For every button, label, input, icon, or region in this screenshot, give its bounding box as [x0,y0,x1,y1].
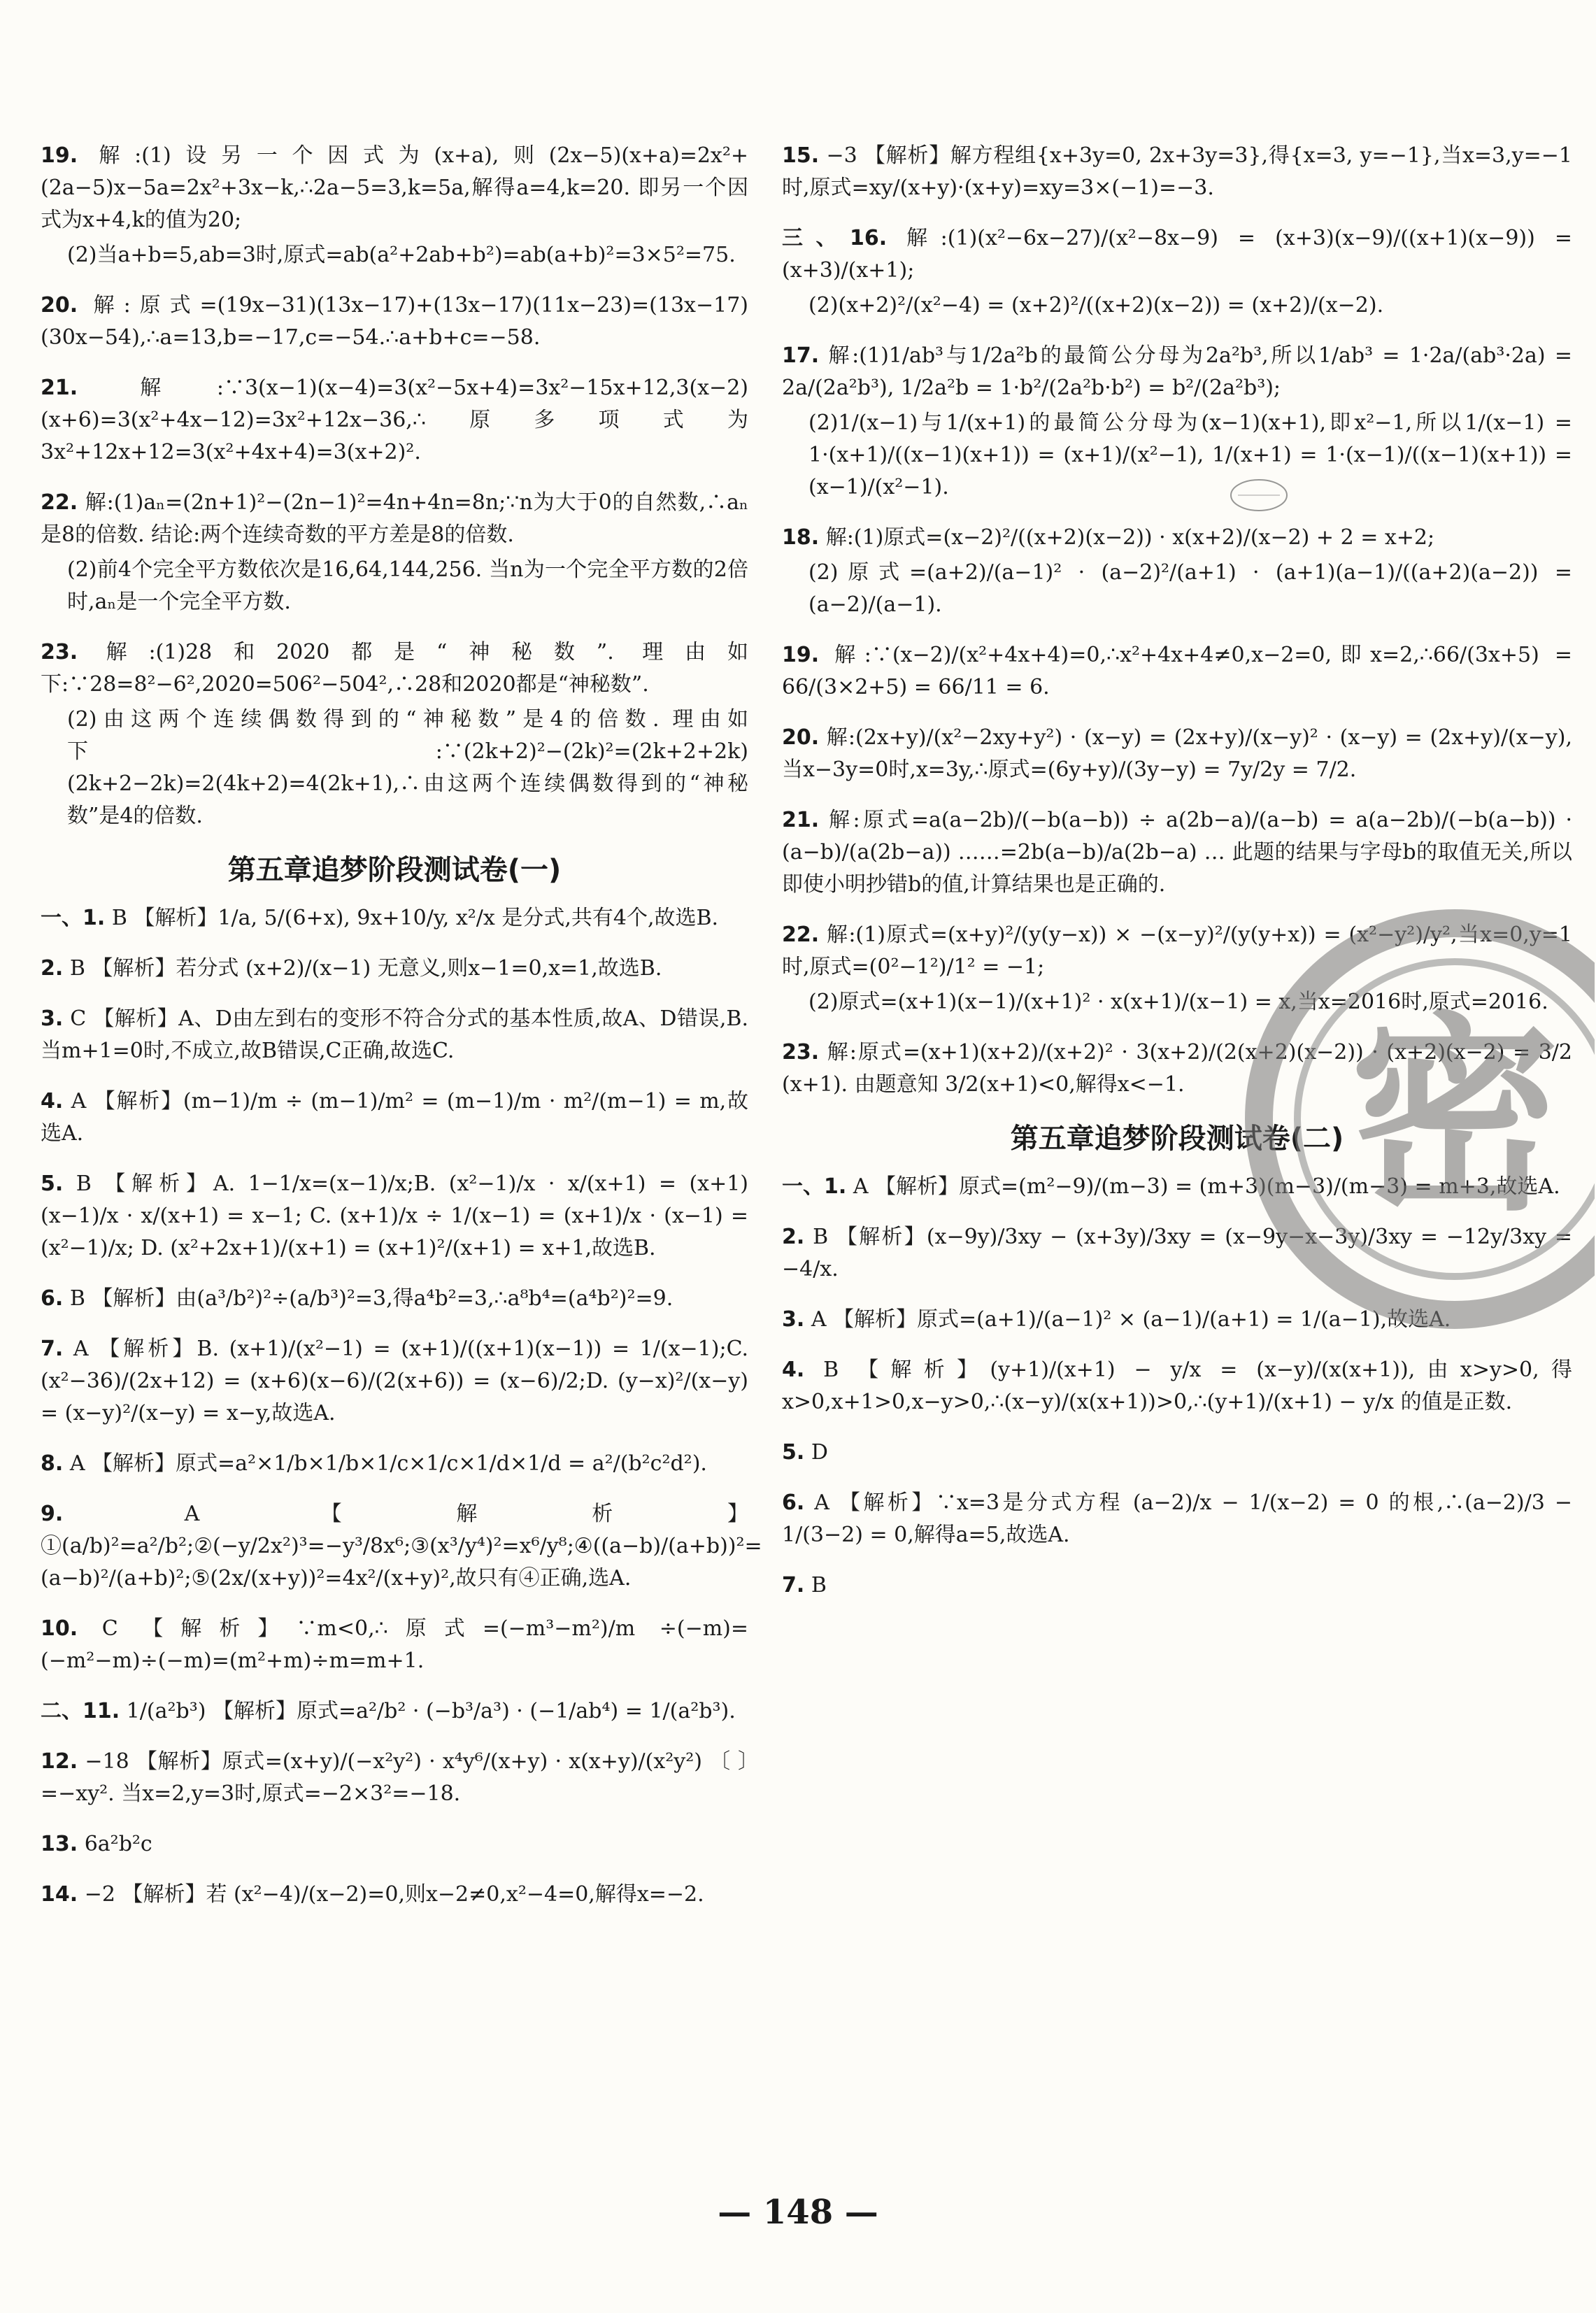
small-stamp-icon [1227,476,1290,515]
answer-line [782,557,1572,621]
answer-line [41,704,748,832]
answer-item [41,372,748,469]
item-text: (2)原式=(x+1)(x−1)/(x+1)² · x(x+1)/(x−1) = x,当x=2016时,原式=2016. [808,990,1548,1014]
answer-item [782,1354,1572,1418]
item-text: 解:(1)(x²−6x−27)/(x²−8x−9) = (x+3)(x−9)/((x+1)(x−9)) = (x+3)/(x+1); [782,226,1572,283]
item-number: 15. [782,143,820,168]
answer-line [41,1879,748,1911]
item-text: (2)1/(x−1)与1/(x+1)的最简公分母为(x−1)(x+1),即x²−1,所以1/(x−1) = 1·(x+1)/((x−1)(x+1)) = (x+1)/(x²−1), 1/(x+1) = 1·(x−1)/((x−1)(x+1)) = (x−1)/(x²−1). [808,411,1572,499]
item-text: A 【解析】原式=(m²−9)/(m−3) = (m+3)(m−3)/(m−3) = m+3,故选A. [853,1174,1560,1199]
answer-line [782,1171,1572,1203]
answer-line [41,372,748,469]
item-number: 一、1. [41,906,106,930]
answer-line [782,222,1572,287]
item-number: 17. [782,343,820,368]
answer-item [41,902,748,934]
answer-item [782,1437,1572,1469]
item-number: 18. [782,525,820,550]
answer-item [782,639,1572,704]
item-number: 一、1. [782,1174,847,1199]
item-number: 20. [41,293,78,318]
item-text: B 【解析】(y+1)/(x+1) − y/x = (x−y)/(x(x+1)),由x>y>0,得x>0,x+1>0,x−y>0,∴(x−y)/(x(x+1))>0,∴(y+1)/(x+1) − y/x 的值是正数. [782,1358,1572,1414]
answer-line [41,953,748,985]
item-text: A 【解析】B. (x+1)/(x²−1) = (x+1)/((x+1)(x−1)) = 1/(x−1);C. (x²−36)/(2x+12) = (x+6)(x−6)/(2(x+6)) = (x−6)/2;D. (y−x)²/(x−y) = (x−y)²/(x−y) = x−y,故选A. [41,1337,748,1425]
item-text: B [811,1573,827,1597]
item-text: 解:∵3(x−1)(x−4)=3(x²−5x+4)=3x²−15x+12,3(x−2)(x+6)=3(x²+4x−12)=3x²+12x−36,∴原多项式为3x²+12x+12=3(x²+4x+4)=3(x+2)². [41,376,748,464]
answer-line [41,636,748,701]
item-number: 6. [782,1490,805,1515]
answer-item [782,804,1572,901]
answer-item [41,1746,748,1810]
item-text: B 【解析】1/a, 5/(6+x), 9x+10/y, x²/x 是分式,共有4个,故选B. [111,906,719,930]
section-title-1: 第五章追梦阶段测试卷(一) [227,854,562,886]
answer-line [41,1003,748,1067]
section-title-2: 第五章追梦阶段测试卷(二) [1010,1123,1344,1155]
answer-item [41,1283,748,1315]
left-items-2 [41,902,762,1911]
item-number: 三、16. [782,226,888,250]
answer-item [782,919,1572,1018]
item-text: C 【解析】∵m<0,∴原式=(−m³−m²)/m ÷(−m)=(−m²−m)÷(−m)=(m²+m)÷m=m+1. [41,1616,748,1673]
answer-line [782,1437,1572,1469]
item-text: D [811,1440,828,1465]
item-text: (2)前4个完全平方数依次是16,64,144,256. 当n为一个完全平方数的2倍时,aₙ是一个完全平方数. [67,557,748,614]
answer-line [41,1333,748,1430]
item-text: 1/(a²b³) 【解析】原式=a²/b² · (−b³/a³) · (−1/ab⁴) = 1/(a²b³). [126,1699,736,1723]
item-number: 5. [782,1440,805,1465]
answer-item [782,1037,1572,1101]
item-text: (2)由这两个连续偶数得到的“神秘数”是4的倍数. 理由如下:∵(2k+2)²−(2k)²=(2k+2+2k)(2k+2−2k)=2(4k+2)=4(2k+1),∴由这两个连续偶数得到的“神秘数”是4的倍数. [67,707,748,828]
answer-line [41,487,748,551]
answer-item [41,140,748,271]
item-number: 9. [41,1502,64,1526]
item-text: C 【解析】A、D由左到右的变形不符合分式的基本性质,故A、D错误,B. 当m+1=0时,不成立,故B错误,C正确,故选C. [41,1006,748,1063]
item-number: 12. [41,1749,78,1774]
answer-item [41,290,748,354]
item-number: 8. [41,1451,64,1476]
answer-item [41,1695,748,1728]
right-column [782,140,1572,1620]
item-text: 解:(1)1/ab³与1/2a²b的最简公分母为2a²b³,所以1/ab³ = 1·2a/(ab³·2a) = 2a/(2a²b³), 1/2a²b = 1·b²/(2a²b·b²) = b²/(2a²b³); [782,343,1572,400]
item-number: 22. [782,923,820,947]
answer-item [41,1879,748,1911]
item-number: 21. [782,808,820,832]
answer-item [782,1487,1572,1551]
item-text: −18 【解析】原式=(x+y)/(−x²y²) · x⁴y⁶/(x+y) · x(x+y)/(x²y²) 〔 〕=−xy². 当x=2,y=3时,原式=−2×3²=−18. [41,1749,748,1806]
item-number: 7. [41,1337,64,1361]
answer-item [41,1333,748,1430]
answer-item [782,1570,1572,1602]
item-number: 2. [41,956,64,981]
item-number: 2. [782,1225,805,1249]
answer-item [782,522,1572,621]
item-text: (2)(x+2)²/(x²−4) = (x+2)²/((x+2)(x−2)) = (x+2)/(x−2). [808,293,1384,318]
item-text: 解:(1)aₙ=(2n+1)²−(2n−1)²=4n+4n=8n;∵n为大于0的自然数,∴aₙ是8的倍数. 结论:两个连续奇数的平方差是8的倍数. [41,490,748,547]
item-number: 23. [41,640,78,664]
seal-char: 密 [1350,995,1560,1239]
item-number: 13. [41,1832,78,1856]
item-text: A 【解析】原式=a²×1/b×1/b×1/c×1/c×1/d×1/d = a²/(b²c²d²). [69,1451,707,1476]
answer-item [41,1448,748,1480]
item-number: 3. [782,1307,805,1332]
item-number: 23. [782,1040,820,1065]
item-number: 二、11. [41,1699,120,1723]
answer-line [782,804,1572,901]
answer-line [782,919,1572,983]
answer-line [782,340,1572,404]
answer-line [41,239,748,271]
item-text: B 【解析】A. 1−1/x=(x−1)/x;B. (x²−1)/x · x/(x+1) = (x+1)(x−1)/x · x/(x+1) = x−1; C. (x+1)/x ÷ 1/(x−1) = (x+1)/x · (x−1) = (x²−1)/x; D. (x²+2x+1)/(x+1) = (x+1)²/(x+1) = x+1,故选B. [41,1172,748,1260]
answer-item [782,140,1572,204]
answer-item [41,1003,748,1067]
answer-line [782,1304,1572,1336]
answer-item [41,1086,748,1150]
item-number: 4. [782,1358,805,1382]
answer-item [782,340,1572,504]
answer-item [782,1304,1572,1336]
right-items-2 [782,1171,1572,1602]
answer-line [782,140,1572,204]
item-text: 解:(1)原式=(x+y)²/(y(y−x)) × −(x−y)²/(y(y+x)) = (x²−y²)/y²,当x=0,y=1时,原式=(0²−1²)/1² = −1; [782,923,1572,979]
answer-line [41,902,748,934]
answer-line [41,1168,748,1265]
answer-item [782,722,1572,786]
answer-item [782,222,1572,322]
item-number: 10. [41,1616,78,1641]
answer-line [41,1086,748,1150]
item-text: 6a²b²c [84,1832,152,1856]
answer-line [41,1283,748,1315]
left-items [41,140,748,832]
item-text: (2)原式=(a+2)/(a−1)² · (a−2)²/(a+1) · (a+1)(a−1)/((a+2)(a−2)) = (a−2)/(a−1). [808,560,1572,617]
answer-line [41,290,748,354]
answer-line [782,986,1572,1018]
item-number: 3. [41,1006,64,1031]
answer-item [41,1828,748,1860]
item-text: (2)当a+b=5,ab=3时,原式=ab(a²+2ab+b²)=ab(a+b)²=3×5²=75. [67,243,736,267]
item-number: 6. [41,1286,64,1311]
item-number: 7. [782,1573,805,1597]
item-text: A 【解析】(m−1)/m ÷ (m−1)/m² = (m−1)/m · m²/(m−1) = m,故选A. [41,1089,748,1146]
answer-line [41,1746,748,1810]
answer-line [41,1448,748,1480]
item-text: 解:(1)原式=(x−2)²/((x+2)(x−2)) · x(x+2)/(x−2) + 2 = x+2; [825,525,1435,550]
answer-item [41,1498,762,1595]
answer-line [782,407,1572,504]
answer-line [41,554,748,618]
answer-item [782,1171,1572,1203]
item-number: 20. [782,725,820,750]
item-text: B 【解析】若分式 (x+2)/(x−1) 无意义,则x−1=0,x=1,故选B. [69,956,662,981]
answer-line [782,1221,1572,1286]
item-text: B 【解析】(x−9y)/3xy − (x+3y)/3xy = (x−9y−x−3y)/3xy = −12y/3xy = −4/x. [782,1225,1572,1281]
right-items [782,140,1572,1101]
answer-line [782,522,1572,554]
item-text: A 【解析】原式=(a+1)/(a−1)² × (a−1)/(a+1) = 1/(a−1),故选A. [811,1307,1451,1332]
answer-line [782,639,1572,704]
answer-line [782,1037,1572,1101]
item-text: 解:原式=a(a−2b)/(−b(a−b)) ÷ a(2b−a)/(a−b) = a(a−2b)/(−b(a−b)) · (a−b)/(a(2b−a)) ……=2b(a−b)/a(2b−a) … 此题的结果与字母b的取值无关,所以即使小明抄错b的值,计算结果也是正确的. [782,808,1573,897]
item-text: −2 【解析】若 (x²−4)/(x−2)=0,则x−2≠0,x²−4=0,解得x=−2. [84,1882,704,1907]
item-text: A 【解析】∵x=3是分式方程 (a−2)/x − 1/(x−2) = 0 的根,∴(a−2)/3 − 1/(3−2) = 0,解得a=5,故选A. [782,1490,1572,1547]
item-text: −3 【解析】解方程组{x+3y=0, 2x+3y=3},得{x=3, y=−1},当x=3,y=−1时,原式=xy/(x+y)·(x+y)=xy=3×(−1)=−3. [782,143,1572,200]
answer-line [41,1498,762,1595]
item-text: 解:(1)28和2020都是“神秘数”. 理由如下:∵28=8²−6²,2020=506²−504²,∴28和2020都是“神秘数”. [41,640,748,697]
left-column [41,140,762,1929]
item-text: 解:原式=(x+1)(x+2)/(x+2)² · 3(x+2)/(2(x+2)(x−2)) · (x+2)(x−2) = 3/2 (x+1). 由题意知 3/2(x+1)<0,解得x<−1. [782,1040,1572,1097]
answer-line [41,1695,748,1728]
item-number: 5. [41,1172,64,1196]
page-number: — 148 — [718,2193,878,2232]
answer-item [41,953,748,985]
answer-line [41,1828,748,1860]
item-number: 21. [41,376,78,400]
item-number: 14. [41,1882,78,1907]
item-number: 22. [41,490,78,515]
item-number: 19. [782,643,820,667]
answer-line [782,1570,1572,1602]
item-number: 19. [41,143,78,168]
item-text: B 【解析】由(a³/b²)²÷(a/b³)²=3,得a⁴b²=3,∴a⁸b⁴=(a⁴b²)²=9. [69,1286,674,1311]
answer-line [41,1613,748,1677]
item-text: 解:(1)设另一个因式为(x+a),则(2x−5)(x+a)=2x²+(2a−5)x−5a=2x²+3x−k,∴2a−5=3,k=5a,解得a=4,k=20. 即另一个因式为x+4,k的值为20; [41,143,748,232]
answer-item [782,1221,1572,1286]
answer-line [782,290,1572,322]
answer-item [41,636,748,832]
item-text: 解:(2x+y)/(x²−2xy+y²) · (x−y) = (2x+y)/(x−y)² · (x−y) = (2x+y)/(x−y),当x−3y=0时,x=3y,∴原式=(6y+y)/(3y−y) = 7y/2y = 7/2. [782,725,1572,782]
item-text: A 【解析】①(a/b)²=a²/b²;②(−y/2x²)³=−y³/8x⁶;③(x³/y⁴)²=x⁶/y⁸;④((a−b)/(a+b))²=(a−b)²/(a+b)²;⑤(2x/(x+y))²=4x²/(x+y)²,故只有④正确,选A. [41,1502,762,1590]
item-text: 解:原式=(19x−31)(13x−17)+(13x−17)(11x−23)=(13x−17)(30x−54),∴a=13,b=−17,c=−54.∴a+b+c=−58. [41,293,748,350]
item-number: 4. [41,1089,64,1113]
answer-line [41,140,748,236]
answer-line [782,1354,1572,1418]
answer-item [41,1613,748,1677]
answer-item [41,487,748,618]
item-text: 解:∵(x−2)/(x²+4x+4)=0,∴x²+4x+4≠0,x−2=0,即x=2,∴66/(3x+5) = 66/(3×2+5) = 66/11 = 6. [782,643,1572,699]
answer-line [782,722,1572,786]
answer-item [41,1168,748,1265]
answer-line [782,1487,1572,1551]
